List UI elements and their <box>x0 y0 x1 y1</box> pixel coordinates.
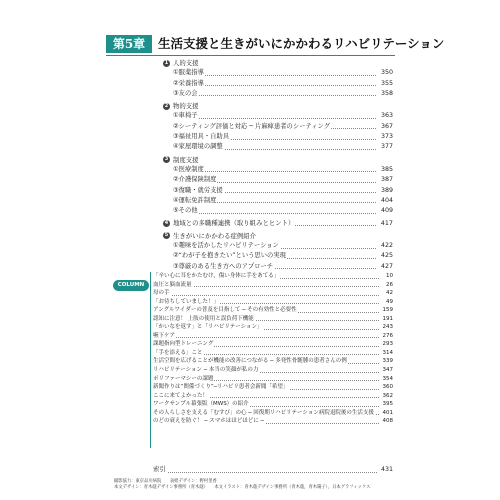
chapter-badge: 第5章 <box>106 35 152 53</box>
column-item-label: 新聞作りは“関係づくり”─リハビリ患者会新聞「希望」 <box>153 384 289 391</box>
section-title: 人的支援 <box>173 59 199 67</box>
toc-item-label: ⑤その他 <box>173 207 198 215</box>
toc-item[interactable] <box>163 89 393 99</box>
toc-item[interactable] <box>163 251 393 261</box>
column-item-label: ポリファーマシーの課題 <box>153 375 214 382</box>
column-list <box>153 272 393 426</box>
toc-item-label: ③友の会 <box>173 89 198 97</box>
toc-item-label: ①趣味を活かしたリハビリテーション <box>173 242 279 250</box>
toc-item[interactable] <box>163 241 393 251</box>
leader-dots <box>175 85 376 86</box>
leader-dots <box>175 213 376 214</box>
column-item-label: 生活空間を広げることが機能の改善につながる ─ 多発性骨髄腫の患者さんの例 <box>153 358 347 365</box>
section-number: 5 <box>164 232 169 239</box>
section-number: 2 <box>164 102 169 109</box>
toc-item-page: 389 <box>380 186 393 194</box>
section-number: 4 <box>164 220 169 227</box>
leader-dots <box>175 118 376 119</box>
leader-dots <box>175 75 376 76</box>
column-item[interactable] <box>153 349 393 358</box>
column-item-page: 314 <box>382 349 393 356</box>
column-item-label: ここに来てよかった！ <box>153 392 209 399</box>
credits-line: 撮影協力：東京品川病院 表紙デザイン：野村里香 <box>114 479 217 484</box>
leader-dots <box>175 95 376 96</box>
leader-dots <box>155 472 377 473</box>
column-item[interactable] <box>153 298 393 307</box>
toc-item-label: ③尊厳のある生き方へのアプローチ <box>173 262 274 270</box>
column-item[interactable] <box>153 409 393 418</box>
toc-item-label: ④家屋環境の調整 <box>173 143 223 151</box>
toc-item-page: 363 <box>380 112 393 120</box>
toc-item-page: 377 <box>380 143 393 151</box>
toc-item[interactable] <box>163 111 393 121</box>
column-item[interactable] <box>153 400 393 409</box>
column-item-label: 課題指向型トレーニング <box>153 341 214 348</box>
index-entry[interactable] <box>153 465 393 475</box>
column-item[interactable] <box>153 357 393 366</box>
column-item-page: 191 <box>382 315 393 322</box>
column-item-label: 血圧と脳血流量 <box>153 281 192 288</box>
index-page: 431 <box>380 466 393 473</box>
toc-sections <box>163 58 393 272</box>
toc-item-page: 409 <box>380 207 393 215</box>
toc-item-label: ②介護保険制度 <box>173 176 217 184</box>
column-item-page: 360 <box>382 384 393 391</box>
column-item-page: 10 <box>386 273 393 279</box>
column-item-page: 26 <box>386 281 393 288</box>
column-item-page: 354 <box>382 375 393 382</box>
column-item[interactable] <box>153 306 393 315</box>
toc-item[interactable] <box>163 262 393 272</box>
section-page: 417 <box>380 219 393 228</box>
column-item[interactable] <box>153 323 393 332</box>
section-title: 生きがいにかかわる症例紹介 <box>173 231 257 240</box>
credits <box>114 479 370 491</box>
column-item[interactable] <box>153 272 393 281</box>
column-item-page: 362 <box>382 392 393 399</box>
toc-item-page: 367 <box>380 122 393 130</box>
toc-section[interactable] <box>163 218 393 228</box>
index-label: 索引 <box>153 466 166 473</box>
column-item[interactable] <box>153 315 393 324</box>
column-bracket <box>150 272 151 448</box>
column-item[interactable] <box>153 332 393 341</box>
toc-item-label: ①服薬指導 <box>173 69 204 77</box>
column-item[interactable] <box>153 281 393 290</box>
toc-item-label: ①車椅子 <box>173 112 198 120</box>
column-item-label: 「お待ちしていました！」 <box>153 298 220 305</box>
toc-item-page: 355 <box>380 79 393 87</box>
leader-dots <box>155 337 379 338</box>
column-item[interactable] <box>153 375 393 384</box>
column-item-label: アングルワイダーの普及を目指して ─ その有効性と必要性 <box>153 307 297 314</box>
toc-item[interactable] <box>163 79 393 89</box>
column-item-page: 42 <box>386 290 393 297</box>
chapter-rule <box>106 55 395 56</box>
column-item-label: 母の手 <box>153 290 170 297</box>
toc-item-label: ②シーティング評価と対応 ─ 片麻痺患者のシーティング <box>173 122 331 130</box>
column-item-page: 49 <box>386 298 393 305</box>
chapter-title: 生活支援と生きがいにかかわるリハビリテーション <box>158 36 445 51</box>
column-item-page: 276 <box>382 332 393 339</box>
toc-item-label: ①医療制度 <box>173 165 204 173</box>
toc-item-label: ②“わが子を抱きたい”という思いの実現 <box>173 252 286 260</box>
column-item[interactable] <box>153 366 393 375</box>
column-item[interactable] <box>153 392 393 401</box>
toc-item-page: 358 <box>380 89 393 97</box>
toc-item-page: 422 <box>380 242 393 250</box>
toc-item[interactable] <box>163 165 393 175</box>
toc-item-label: ②栄養指導 <box>173 79 204 87</box>
column-badge: COLUMN <box>113 280 149 291</box>
toc-item[interactable] <box>163 206 393 216</box>
toc-item-page: 385 <box>380 165 393 173</box>
column-item-label: 「辛い心に耳をかたむけ，傷い身体に手をあてる」 <box>153 273 280 279</box>
column-item[interactable] <box>153 383 393 392</box>
section-number: 1 <box>164 59 169 66</box>
toc-item-page: 373 <box>380 133 393 141</box>
credits-line: 本文デザイン：青木蔭デザイン事務所（青木蔭） 本文イラスト：青木蔭デザイン事務所（青木蔭，青木陽子），日本グラフィックス <box>114 485 371 491</box>
toc-item[interactable] <box>163 132 393 142</box>
column-item-label: 嚥下ケア <box>153 332 176 339</box>
toc-section[interactable] <box>163 231 393 241</box>
column-item-page: 293 <box>382 341 393 348</box>
column-item-label: のどの衰えを防ぐ！ ─ スマホはほどほどに ─ <box>153 418 264 425</box>
column-item[interactable] <box>153 340 393 349</box>
column-item-label: ワークサンプル幕張版（MWS）の紹介 <box>153 401 249 408</box>
section-title: 制度支援 <box>173 155 199 164</box>
column-item-page: 347 <box>382 367 393 374</box>
column-item-page: 339 <box>382 358 393 365</box>
column-item-page: 159 <box>382 307 393 314</box>
column-item[interactable] <box>153 289 393 298</box>
toc-section[interactable] <box>163 58 393 68</box>
section-title: 物的支援 <box>173 102 199 111</box>
toc-item[interactable] <box>163 186 393 196</box>
leader-dots <box>175 171 376 172</box>
column-item-label: リハビリテーション ─ 本当の笑顔が私の力 <box>153 367 259 374</box>
column-item-label: 「手を添える」こと <box>153 349 203 356</box>
toc-item-page: 387 <box>380 176 393 184</box>
toc-item-label: ③福祉用具・自助具 <box>173 133 230 141</box>
toc-item-page: 425 <box>380 252 393 260</box>
toc-item[interactable] <box>163 122 393 132</box>
toc-item-page: 427 <box>380 262 393 270</box>
toc-item-label: ③復職・就労支援 <box>173 186 223 194</box>
section-title: 地域との多職種連携（取り組みとヒント） <box>173 219 295 228</box>
toc-item[interactable] <box>163 68 393 78</box>
column-item-label: 認知に注意！ 上肢の使用と誤負荷下機能 <box>153 315 254 322</box>
column-item[interactable] <box>153 417 393 426</box>
toc-section[interactable] <box>163 155 393 165</box>
section-number: 3 <box>164 156 169 163</box>
toc-item[interactable] <box>163 196 393 206</box>
toc-section[interactable] <box>163 101 393 111</box>
toc-item-label: ④運転免許制度 <box>173 196 217 204</box>
column-item-label: その人らしさを支える「むすび」の心 ─ 回復期リハビリテーション病院退院後の生活支援 <box>153 409 374 416</box>
leader-dots <box>155 295 379 296</box>
toc-item[interactable] <box>163 175 393 185</box>
toc-item-page: 404 <box>380 196 393 204</box>
column-item-page: 243 <box>382 324 393 331</box>
column-item-page: 408 <box>382 418 393 425</box>
toc-item-page: 350 <box>380 69 393 77</box>
toc-item[interactable] <box>163 142 393 152</box>
column-item-page: 401 <box>382 409 393 416</box>
column-item-label: 「かいなを返す」と「リハビリテーション」 <box>153 324 263 331</box>
column-item-page: 395 <box>382 401 393 408</box>
